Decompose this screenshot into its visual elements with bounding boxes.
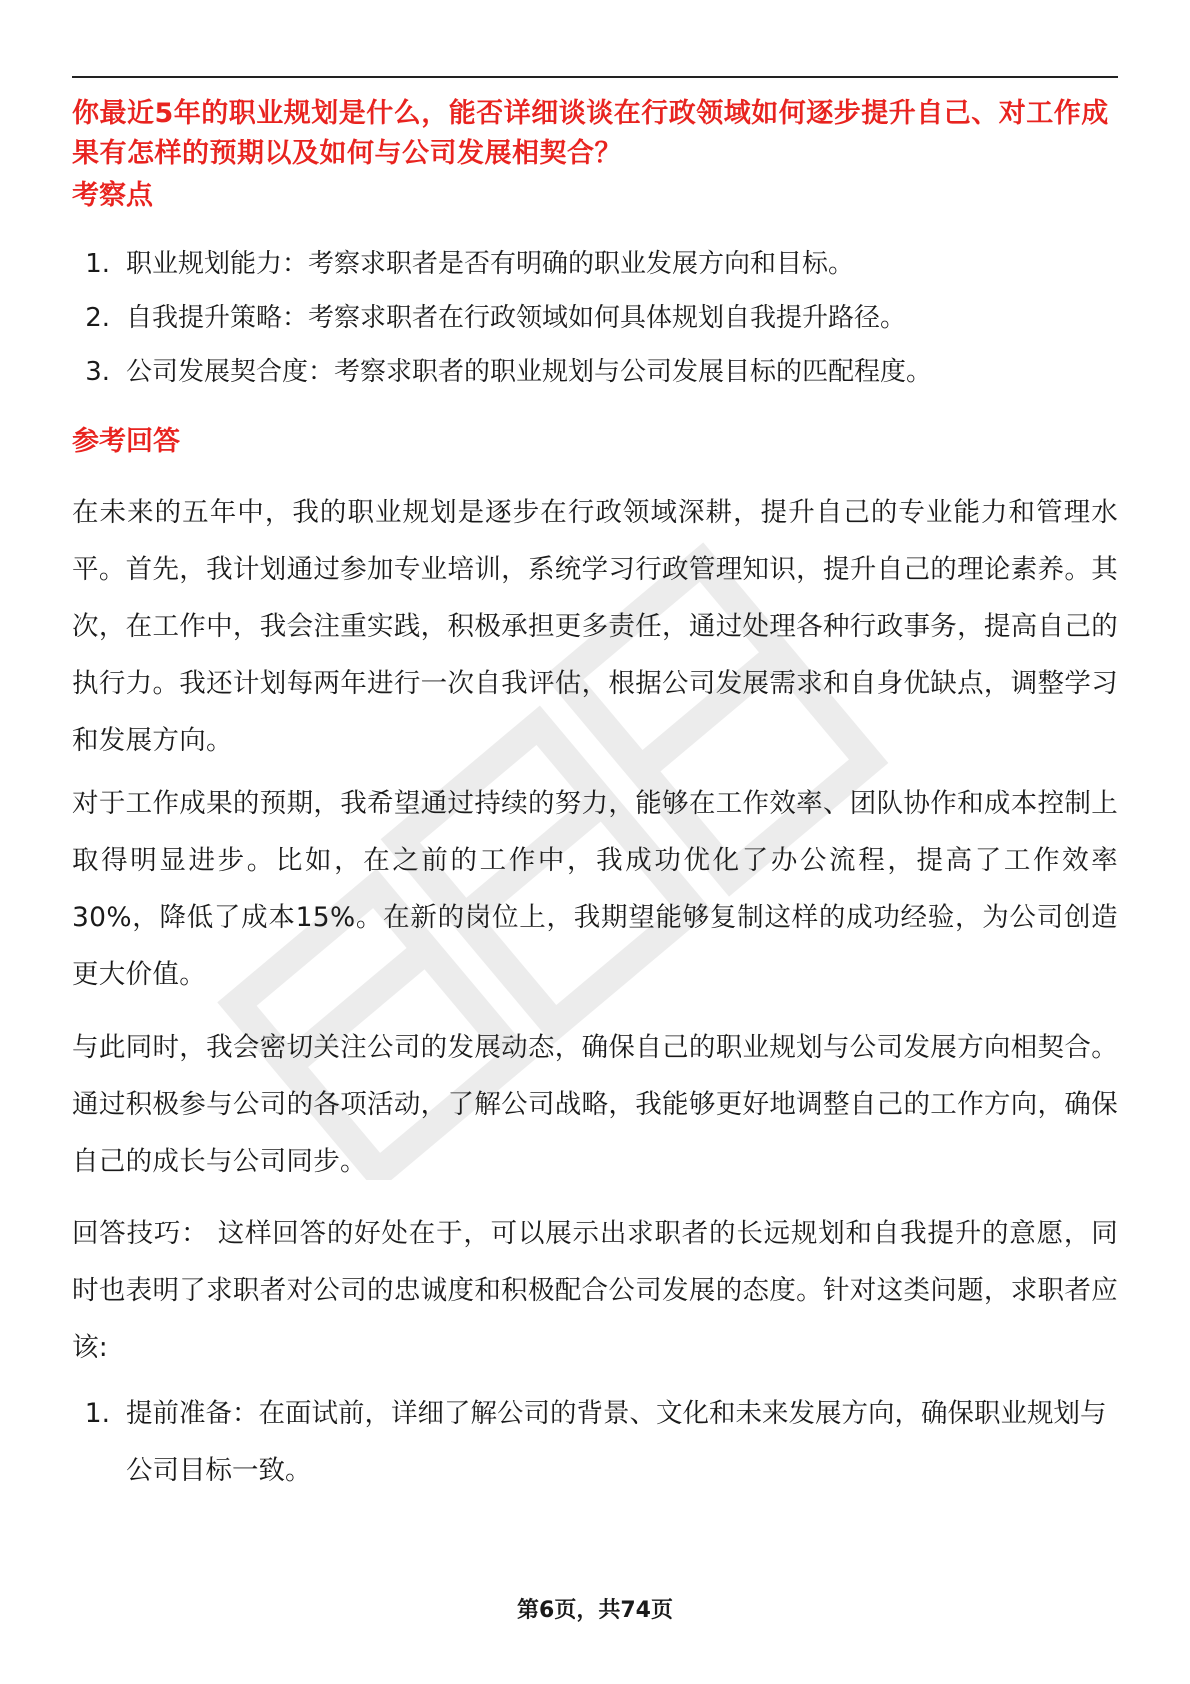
list-item-text: 自我提升策略：考察求职者在行政领域如何具体规划自我提升路径。 <box>126 303 907 333</box>
list-item-number: 1. <box>85 249 110 279</box>
list-item <box>72 298 1118 338</box>
answer-paragraph: 在未来的五年中，我的职业规划是逐步在行政领域深耕，提升自己的专业能力和管理水平。首先，我计划通过参加专业培训，系统学习行政管理知识，提升自己的理论素养。其次，在工作中，我会注重实践，积极承担更多责任，通过处理各种行政事务，提高自己的执行力。我还计划每两年进行一次自我评估，根据公司发展需求和自身优缺点，调整学习和发展方向。 <box>72 497 1118 756</box>
list-item <box>72 352 1118 392</box>
list-item <box>72 244 1118 284</box>
answer-heading: 参考回答 <box>72 426 180 457</box>
list-item-number: 2. <box>85 303 110 333</box>
question-title: 你最近5年的职业规划是什么，能否详细谈谈在行政领域如何逐步提升自己、对工作成果有怎样的预期以及如何与公司发展相契合？ <box>72 98 1109 169</box>
assessment-list <box>72 244 1118 392</box>
top-divider <box>72 76 1118 78</box>
assessment-heading: 考察点 <box>72 180 153 211</box>
list-item-text: 职业规划能力：考察求职者是否有明确的职业发展方向和目标。 <box>126 249 855 279</box>
list-item-number: 1. <box>84 1398 110 1429</box>
answer-paragraph: 对于工作成果的预期，我希望通过持续的努力，能够在工作效率、团队协作和成本控制上取得明显进步。比如，在之前的工作中，我成功优化了办公流程，提高了工作效率30%，降低了成本15%。在新的岗位上，我期望能够复制这样的成功经验，为公司创造更大价值。 <box>72 788 1118 990</box>
list-item-text: 公司发展契合度：考察求职者的职业规划与公司发展目标的匹配程度。 <box>126 357 933 387</box>
tips-list <box>72 1385 1118 1499</box>
answer-tips-paragraph: 回答技巧： 这样回答的好处在于，可以展示出求职者的长远规划和自我提升的意愿，同时也表明了求职者对公司的忠诚度和积极配合公司发展的态度。针对这类问题，求职者应该: <box>72 1218 1118 1363</box>
page-number: 第6页，共74页 <box>517 1598 673 1623</box>
list-item-number: 3. <box>85 357 110 387</box>
list-item <box>72 1385 1118 1499</box>
list-item-text: 提前准备：在面试前，详细了解公司的背景、文化和未来发展方向，确保职业规划与公司目标一致。 <box>126 1398 1107 1486</box>
answer-paragraph: 与此同时，我会密切关注公司的发展动态，确保自己的职业规划与公司发展方向相契合。通过积极参与公司的各项活动，了解公司战略，我能够更好地调整自己的工作方向，确保自己的成长与公司同步。 <box>72 1032 1118 1177</box>
